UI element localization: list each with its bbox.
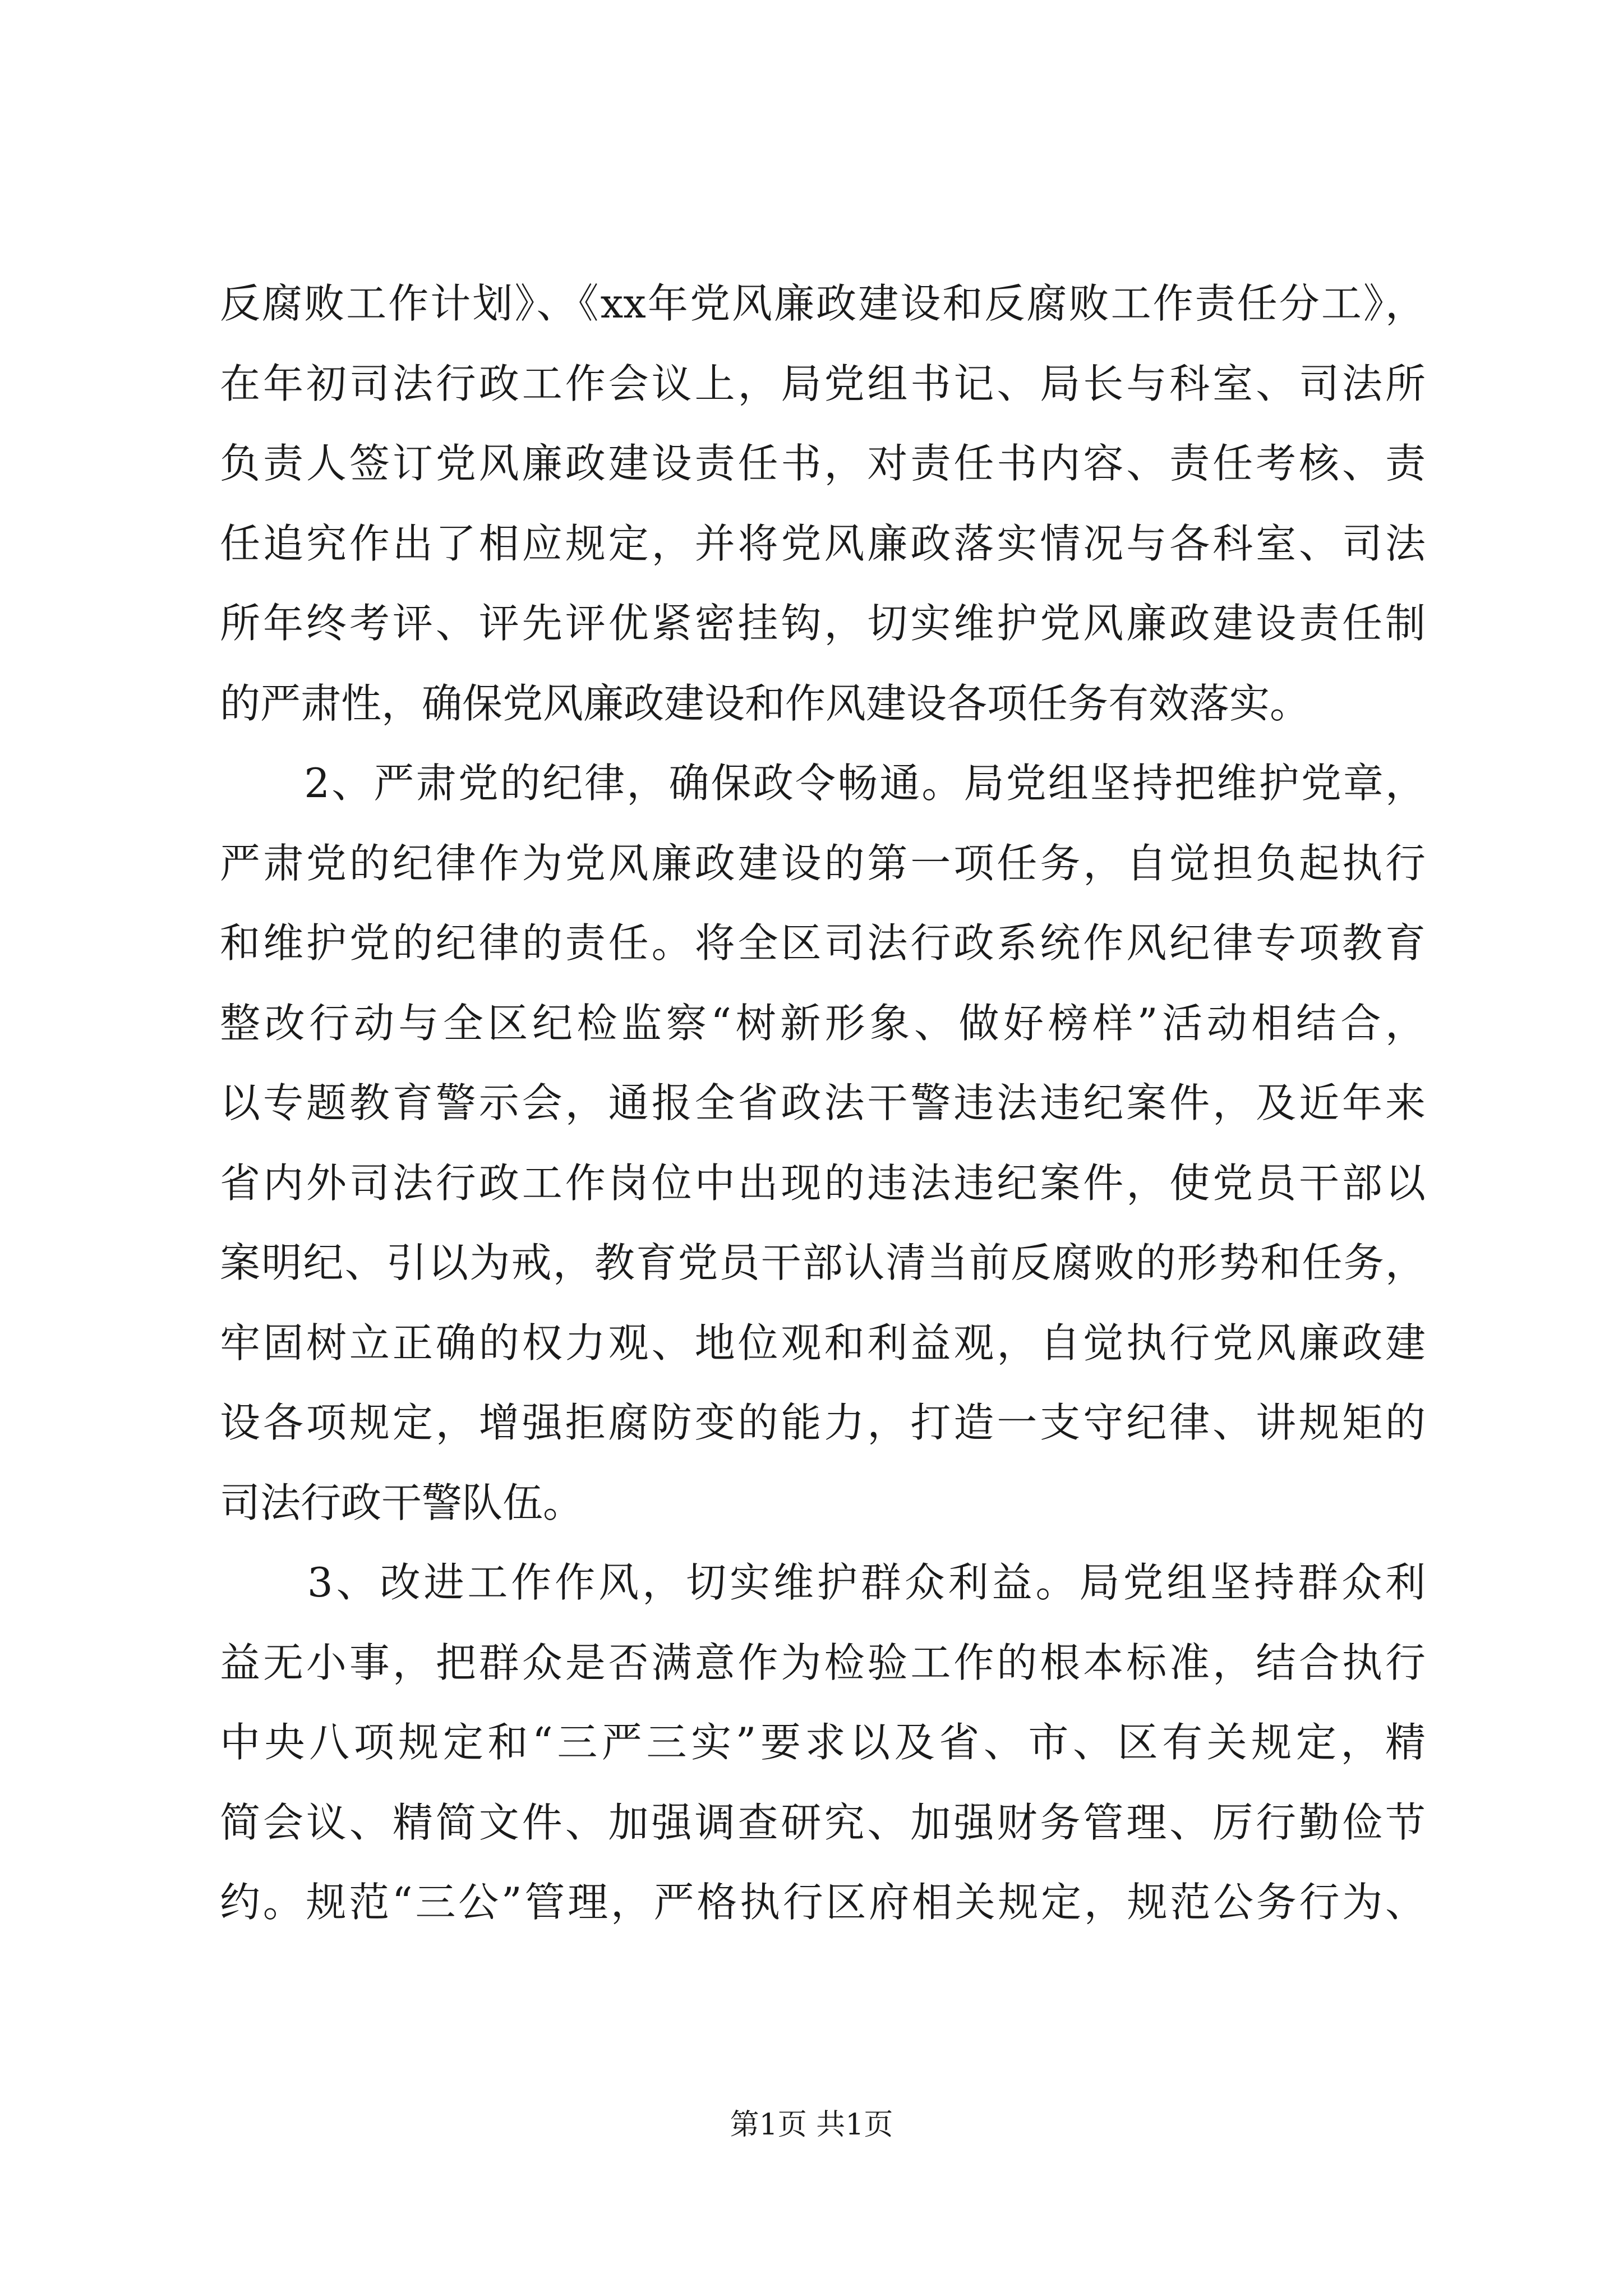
text-line: 益无小事，把群众是否满意作为检验工作的根本标准，结合执行 <box>220 1639 1426 1686</box>
text-line: 反腐败工作计划》、《xx年党风廉政建设和反腐败工作责任分工》， <box>220 280 1426 327</box>
text-line: 和维护党的纪律的责任。将全区司法行政系统作风纪律专项教育 <box>220 919 1426 967</box>
text-line: 严肃党的纪律作为党风廉政建设的第一项任务，自觉担负起执行 <box>220 839 1426 887</box>
text-line: 省内外司法行政工作岗位中出现的违法违纪案件，使党员干部以 <box>220 1159 1426 1207</box>
text-line: 简会议、精简文件、加强调查研究、加强财务管理、厉行勤俭节 <box>220 1798 1426 1846</box>
text-line: 牢固树立正确的权力观、地位观和利益观，自觉执行党风廉政建 <box>220 1319 1426 1366</box>
text-line: 约。规范“三公”管理，严格执行区府相关规定，规范公务行为、 <box>220 1879 1426 1926</box>
text-line: 司法行政干警队伍。 <box>220 1479 584 1526</box>
text-line: 中央八项规定和“三严三实”要求以及省、市、区有关规定，精 <box>220 1719 1426 1766</box>
text-line: 案明纪、引以为戒，教育党员干部认清当前反腐败的形势和任务， <box>220 1239 1426 1286</box>
text-line: 2、严肃党的纪律，确保政令畅通。局党组坚持把维护党章， <box>220 760 1426 807</box>
text-line: 设各项规定，增强拒腐防变的能力，打造一支守纪律、讲规矩的 <box>220 1399 1426 1446</box>
text-line: 以专题教育警示会，通报全省政法干警违法违纪案件，及近年来 <box>220 1079 1426 1126</box>
page-footer: 第1页 共1页 <box>730 2108 893 2142</box>
document-body <box>220 264 1426 1943</box>
text-line: 在年初司法行政工作会议上，局党组书记、局长与科室、司法所 <box>220 360 1426 407</box>
text-line: 3、改进工作作风，切实维护群众利益。局党组坚持群众利 <box>220 1559 1426 1606</box>
text-line: 任追究作出了相应规定，并将党风廉政落实情况与各科室、司法 <box>220 519 1426 567</box>
text-line: 所年终考评、评先评优紧密挂钩，切实维护党风廉政建设责任制 <box>220 600 1426 647</box>
text-line: 的严肃性，确保党风廉政建设和作风建设各项任务有效落实。 <box>220 679 1311 727</box>
text-line: 整改行动与全区纪检监察“树新形象、做好榜样”活动相结合， <box>220 999 1426 1047</box>
text-line: 负责人签订党风廉政建设责任书，对责任书内容、责任考核、责 <box>220 440 1426 487</box>
